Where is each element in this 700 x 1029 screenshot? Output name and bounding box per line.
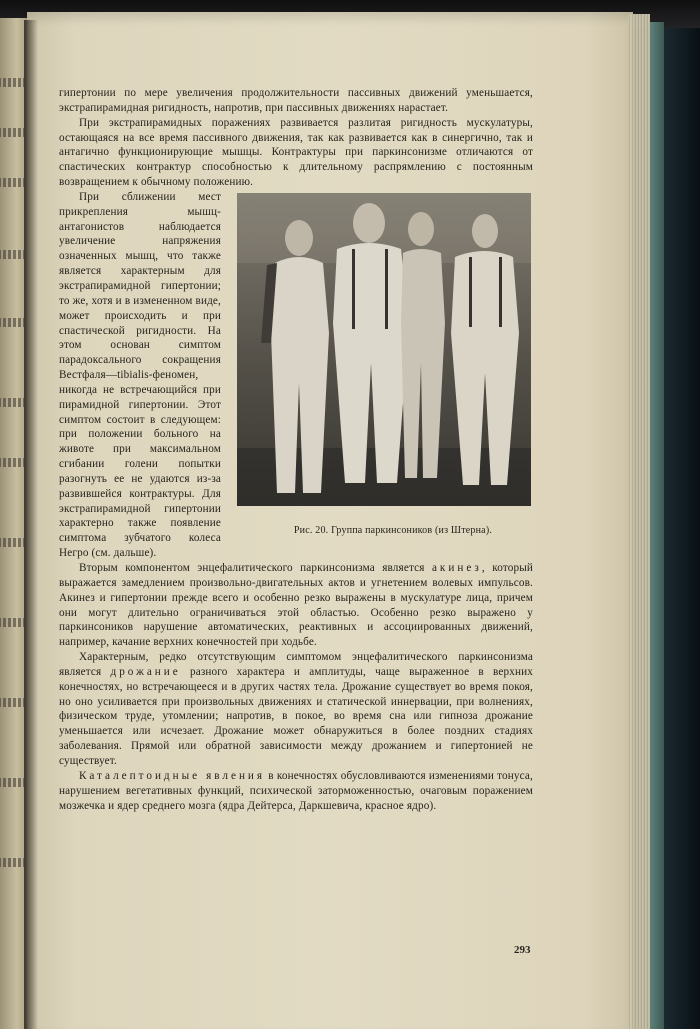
paragraph-3-text: При сближении мест прикрепления мышц-антагонистов наблюдается увеличение напряжения означенных мышц, что также является характерным для экстрапирамидной гипертонии; то же, хотя и в измененном виде, может происходить и при спастической ригидности. На этом основан симптом парадоксального сокращения Вестфаля—tibialis-феномен, никогда не встречающийся при пирамидной гипертонии. Этот симптом состоит в следующем: при положении больного на животе при максимальном сгибании голени попытки разогнуть ее не удаются из-за развившейся контрактуры. Для экстрапирамидной гипертонии характерно также появление симптома зубчатого колеса Негро (см. дальше). [59, 190, 221, 560]
figure [233, 193, 533, 537]
left-page-text-fragment [0, 318, 24, 327]
paragraph-6 [59, 769, 533, 814]
paragraph-5-start: Характерным, редко отсутствующим симптомом энцефалитического паркинсонизма является [59, 651, 533, 678]
paragraph-5 [59, 650, 533, 769]
left-page-text-fragment [0, 858, 24, 867]
figure-caption: Рис. 20. Группа паркинсоников (из Штерна). [293, 524, 493, 536]
paragraph-4-end: , который выражается замедлением произвольно-двигательных актов и угнетением волевых импульсов. Акинез и гипертонии прежде всего и особенно резко выражены в мускулатуре лица, причем они могут длительно ограничиваться этой областью. Особенно резко выражено у паркинсоников нарушение автоматических, реактивных и ассоциированных движений, например, качание верхних конечностей при ходьбе. [59, 562, 533, 649]
paragraph-4 [59, 561, 533, 650]
figure-photo [237, 193, 531, 506]
page-body-text [59, 86, 533, 813]
paragraph-1: гипертонии по мере увеличения продолжительности пассивных движений уменьшается, экстрапирамидная ригидность, напротив, при пассивных движениях нарастает. [59, 87, 533, 114]
paragraph-2: При экстрапирамидных поражениях развивается разлитая ригидность мускулатуры, остающаяся на все время пассивного движения, так как развивается как в синергично, так и антагично функционирующие мышцы. Контрактуры при паркинсонизме отличаются от спастических контрактур способностью к длительному распрямлению с постоянным возвращением к обычному положению. [59, 116, 533, 189]
left-page-text-fragment [0, 78, 24, 87]
paragraph-6-end: в конечностях обусловливаются изменениями тонуса, нарушением вегетативных функций, психической заторможенностью, очаговым поражением мозжечка и ядер среднего мозга (ядра Дейтерса, Даркшевича, красное ядро). [59, 769, 533, 812]
left-page-text-fragment [0, 250, 24, 259]
paragraph-3 [59, 190, 533, 561]
left-page-text-fragment [0, 698, 24, 707]
book-spine [664, 28, 700, 1029]
term-tremor: дрожание [110, 665, 181, 678]
term-cataleptoid: Каталептоидные явления [79, 769, 266, 782]
left-page-text-fragment [0, 618, 24, 627]
paragraph-5-end: разного характера и амплитуды, чаще выраженное в верхних конечностях, но встречающееся и в других частях тела. Дрожание существует во время покоя, но оно усиливается при произвольных движениях и статической иннервации, при волнениях, физическом труде, утомлении; напротив, в покое, во время сна или гипноза дрожание уменьшается или исчезает. Дрожание может обнаружиться в более поздних стадиях заболевания. Прямой или обратной зависимости между дрожанием и гипертонией не существует. [59, 665, 533, 767]
left-page-text-fragment [0, 778, 24, 787]
page-number: 293 [514, 944, 531, 956]
page-gutter-shadow [24, 20, 38, 1029]
page-block-edges [628, 14, 650, 1029]
left-page-text-fragment [0, 128, 24, 137]
paragraph-4-start: Вторым компонентом энцефалитического паркинсонизма является [79, 562, 432, 574]
left-page-text-fragment [0, 538, 24, 547]
left-page-text-fragment [0, 178, 24, 187]
left-page-text-fragment [0, 398, 24, 407]
term-akinesia: акинез [431, 562, 482, 574]
left-page-text-fragment [0, 458, 24, 467]
cover-edge [650, 22, 664, 1029]
